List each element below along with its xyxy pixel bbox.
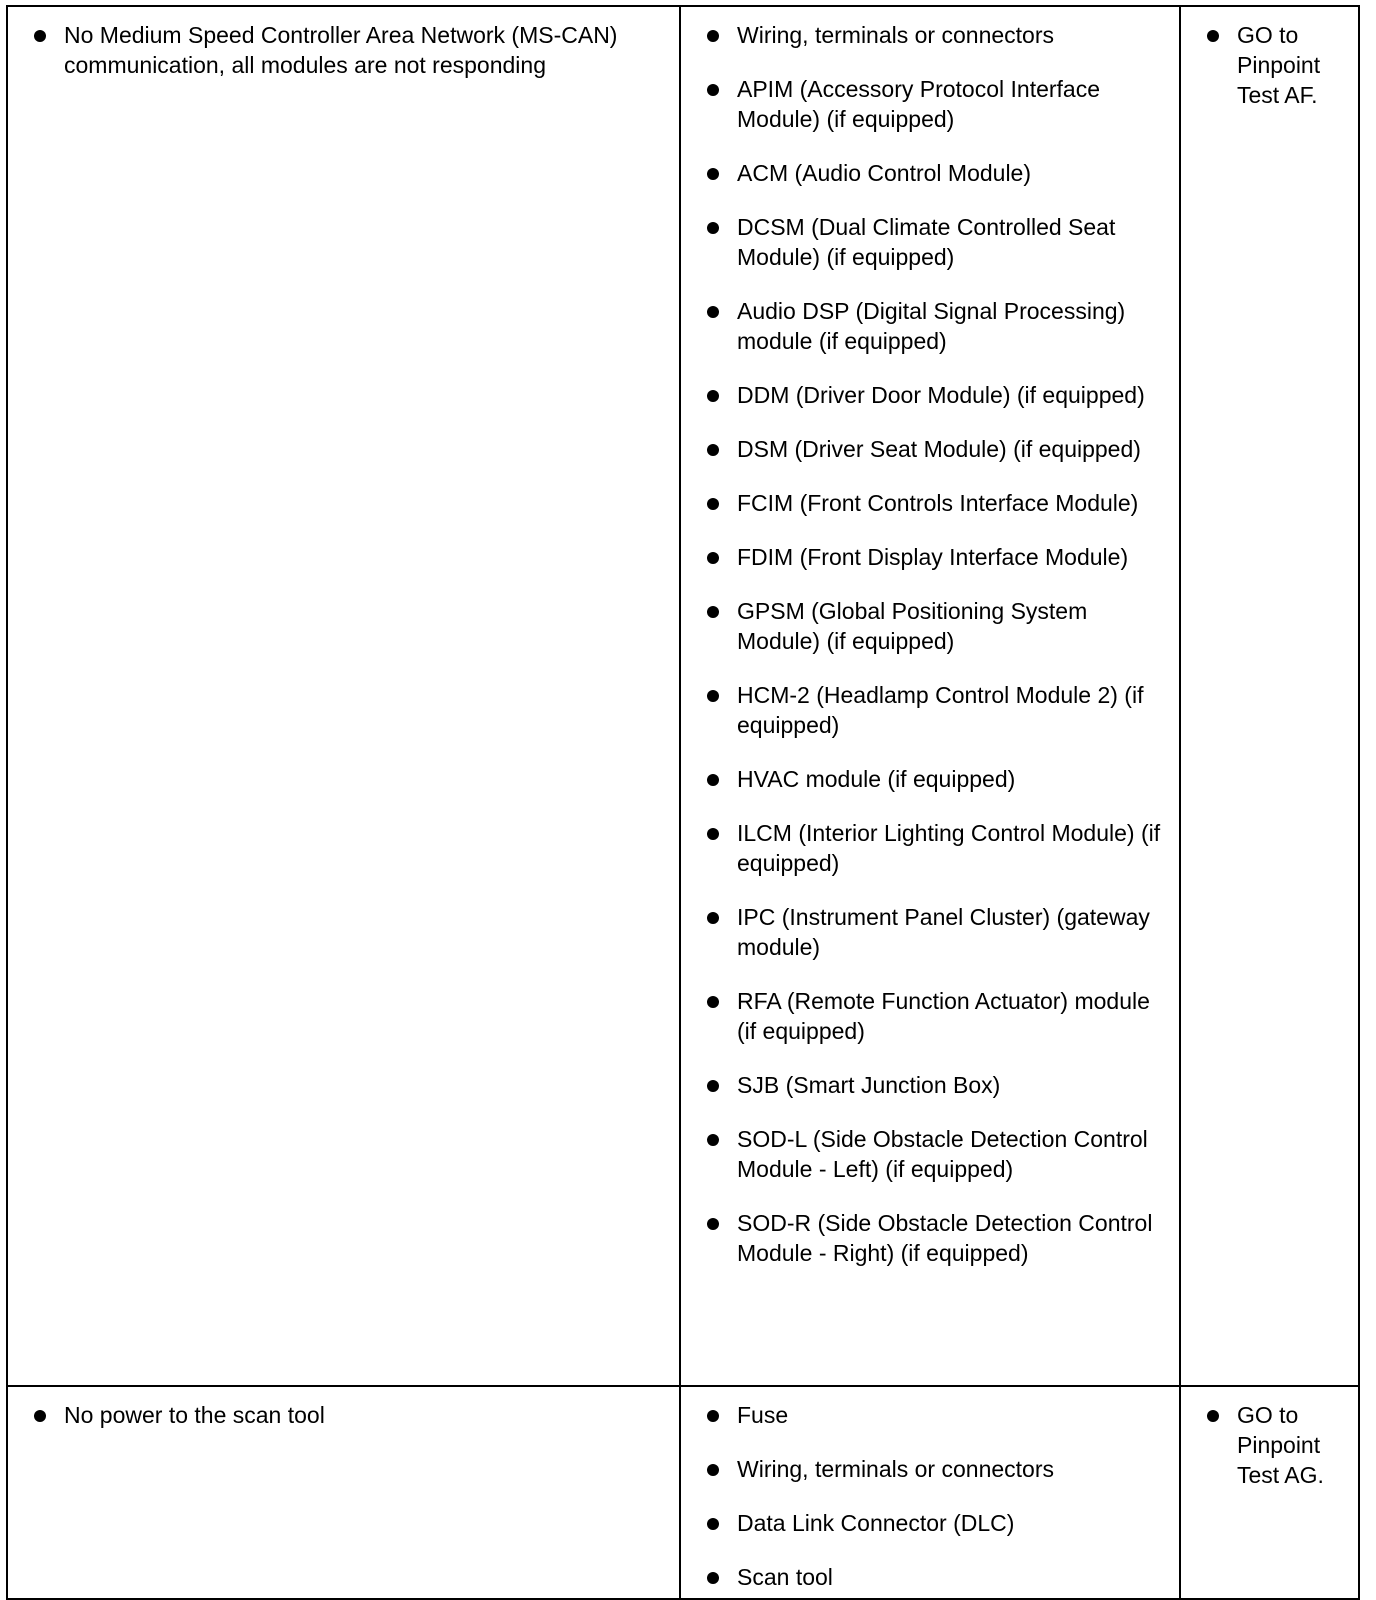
bullet-icon: [707, 774, 719, 786]
source-text: APIM (Accessory Protocol Interface Module) (if equipped): [737, 76, 1101, 132]
list-item: [24, 20, 671, 80]
source-text: HCM-2 (Headlamp Control Module 2) (if equipped): [737, 682, 1144, 738]
condition-cell: [7, 6, 680, 1386]
source-text: RFA (Remote Function Actuator) module (if equipped): [737, 988, 1150, 1044]
list-item: [697, 986, 1171, 1046]
bullet-icon: [707, 1572, 719, 1584]
bullet-icon: [707, 828, 719, 840]
bullet-icon: [34, 30, 46, 42]
bullet-icon: [707, 1518, 719, 1530]
list-item: [697, 1124, 1171, 1184]
condition-cell: [7, 1386, 680, 1599]
source-text: DSM (Driver Seat Module) (if equipped): [737, 436, 1141, 462]
list-item: [697, 542, 1171, 572]
action-cell: [1180, 1386, 1359, 1599]
bullet-icon: [707, 912, 719, 924]
table-row: [7, 1386, 1359, 1599]
bullet-icon: [707, 84, 719, 96]
list-item: [24, 1400, 671, 1430]
bullet-icon: [707, 444, 719, 456]
list-item: [697, 1562, 1171, 1592]
source-text: SOD-R (Side Obstacle Detection Control Module - Right) (if equipped): [737, 1210, 1153, 1266]
bullet-icon: [707, 1080, 719, 1092]
source-text: SOD-L (Side Obstacle Detection Control Module - Left) (if equipped): [737, 1126, 1148, 1182]
source-text: Audio DSP (Digital Signal Processing) module (if equipped): [737, 298, 1126, 354]
action-text: GO to Pinpoint Test AG.: [1237, 1402, 1324, 1488]
bullet-icon: [707, 552, 719, 564]
list-item: [697, 764, 1171, 794]
bullet-icon: [707, 306, 719, 318]
table-row: [7, 6, 1359, 1386]
bullet-icon: [707, 222, 719, 234]
list-item: [697, 1208, 1171, 1268]
bullet-icon: [34, 1410, 46, 1422]
bullet-icon: [707, 1134, 719, 1146]
list-item: [697, 680, 1171, 740]
source-text: Scan tool: [737, 1564, 833, 1590]
source-text: SJB (Smart Junction Box): [737, 1072, 1001, 1098]
bullet-icon: [707, 996, 719, 1008]
list-item: [697, 212, 1171, 272]
list-item: [697, 902, 1171, 962]
source-text: ACM (Audio Control Module): [737, 160, 1032, 186]
list-item: [697, 74, 1171, 134]
symptom-chart-table: [6, 5, 1360, 1600]
list-item: [697, 434, 1171, 464]
list-item: [1197, 20, 1350, 110]
list-item: [697, 818, 1171, 878]
list-item: [1197, 1400, 1350, 1490]
list-item: [697, 1400, 1171, 1430]
sources-cell: [680, 1386, 1180, 1599]
bullet-icon: [707, 606, 719, 618]
source-text: DCSM (Dual Climate Controlled Seat Module) (if equipped): [737, 214, 1116, 270]
source-text: GPSM (Global Positioning System Module) (if equipped): [737, 598, 1088, 654]
bullet-icon: [1207, 1410, 1219, 1422]
list-item: [697, 1508, 1171, 1538]
list-item: [697, 488, 1171, 518]
source-text: IPC (Instrument Panel Cluster) (gateway module): [737, 904, 1150, 960]
bullet-icon: [1207, 30, 1219, 42]
sources-cell: [680, 6, 1180, 1386]
list-item: [697, 1070, 1171, 1100]
list-item: [697, 380, 1171, 410]
source-text: DDM (Driver Door Module) (if equipped): [737, 382, 1145, 408]
bullet-icon: [707, 30, 719, 42]
list-item: [697, 596, 1171, 656]
action-text: GO to Pinpoint Test AF.: [1237, 22, 1321, 108]
bullet-icon: [707, 390, 719, 402]
bullet-icon: [707, 168, 719, 180]
source-text: Fuse: [737, 1402, 789, 1428]
source-text: HVAC module (if equipped): [737, 766, 1016, 792]
bullet-icon: [707, 1464, 719, 1476]
source-text: ILCM (Interior Lighting Control Module) (if equipped): [737, 820, 1161, 876]
bullet-icon: [707, 498, 719, 510]
list-item: [697, 296, 1171, 356]
bullet-icon: [707, 1410, 719, 1422]
list-item: [697, 20, 1171, 50]
condition-text: No Medium Speed Controller Area Network (MS-CAN) communication, all modules are not responding: [64, 22, 618, 78]
bullet-icon: [707, 690, 719, 702]
list-item: [697, 1454, 1171, 1484]
source-text: FCIM (Front Controls Interface Module): [737, 490, 1139, 516]
source-text: Wiring, terminals or connectors: [737, 1456, 1054, 1482]
action-cell: [1180, 6, 1359, 1386]
bullet-icon: [707, 1218, 719, 1230]
source-text: FDIM (Front Display Interface Module): [737, 544, 1129, 570]
condition-text: No power to the scan tool: [64, 1402, 325, 1428]
list-item: [697, 158, 1171, 188]
source-text: Wiring, terminals or connectors: [737, 22, 1054, 48]
source-text: Data Link Connector (DLC): [737, 1510, 1015, 1536]
